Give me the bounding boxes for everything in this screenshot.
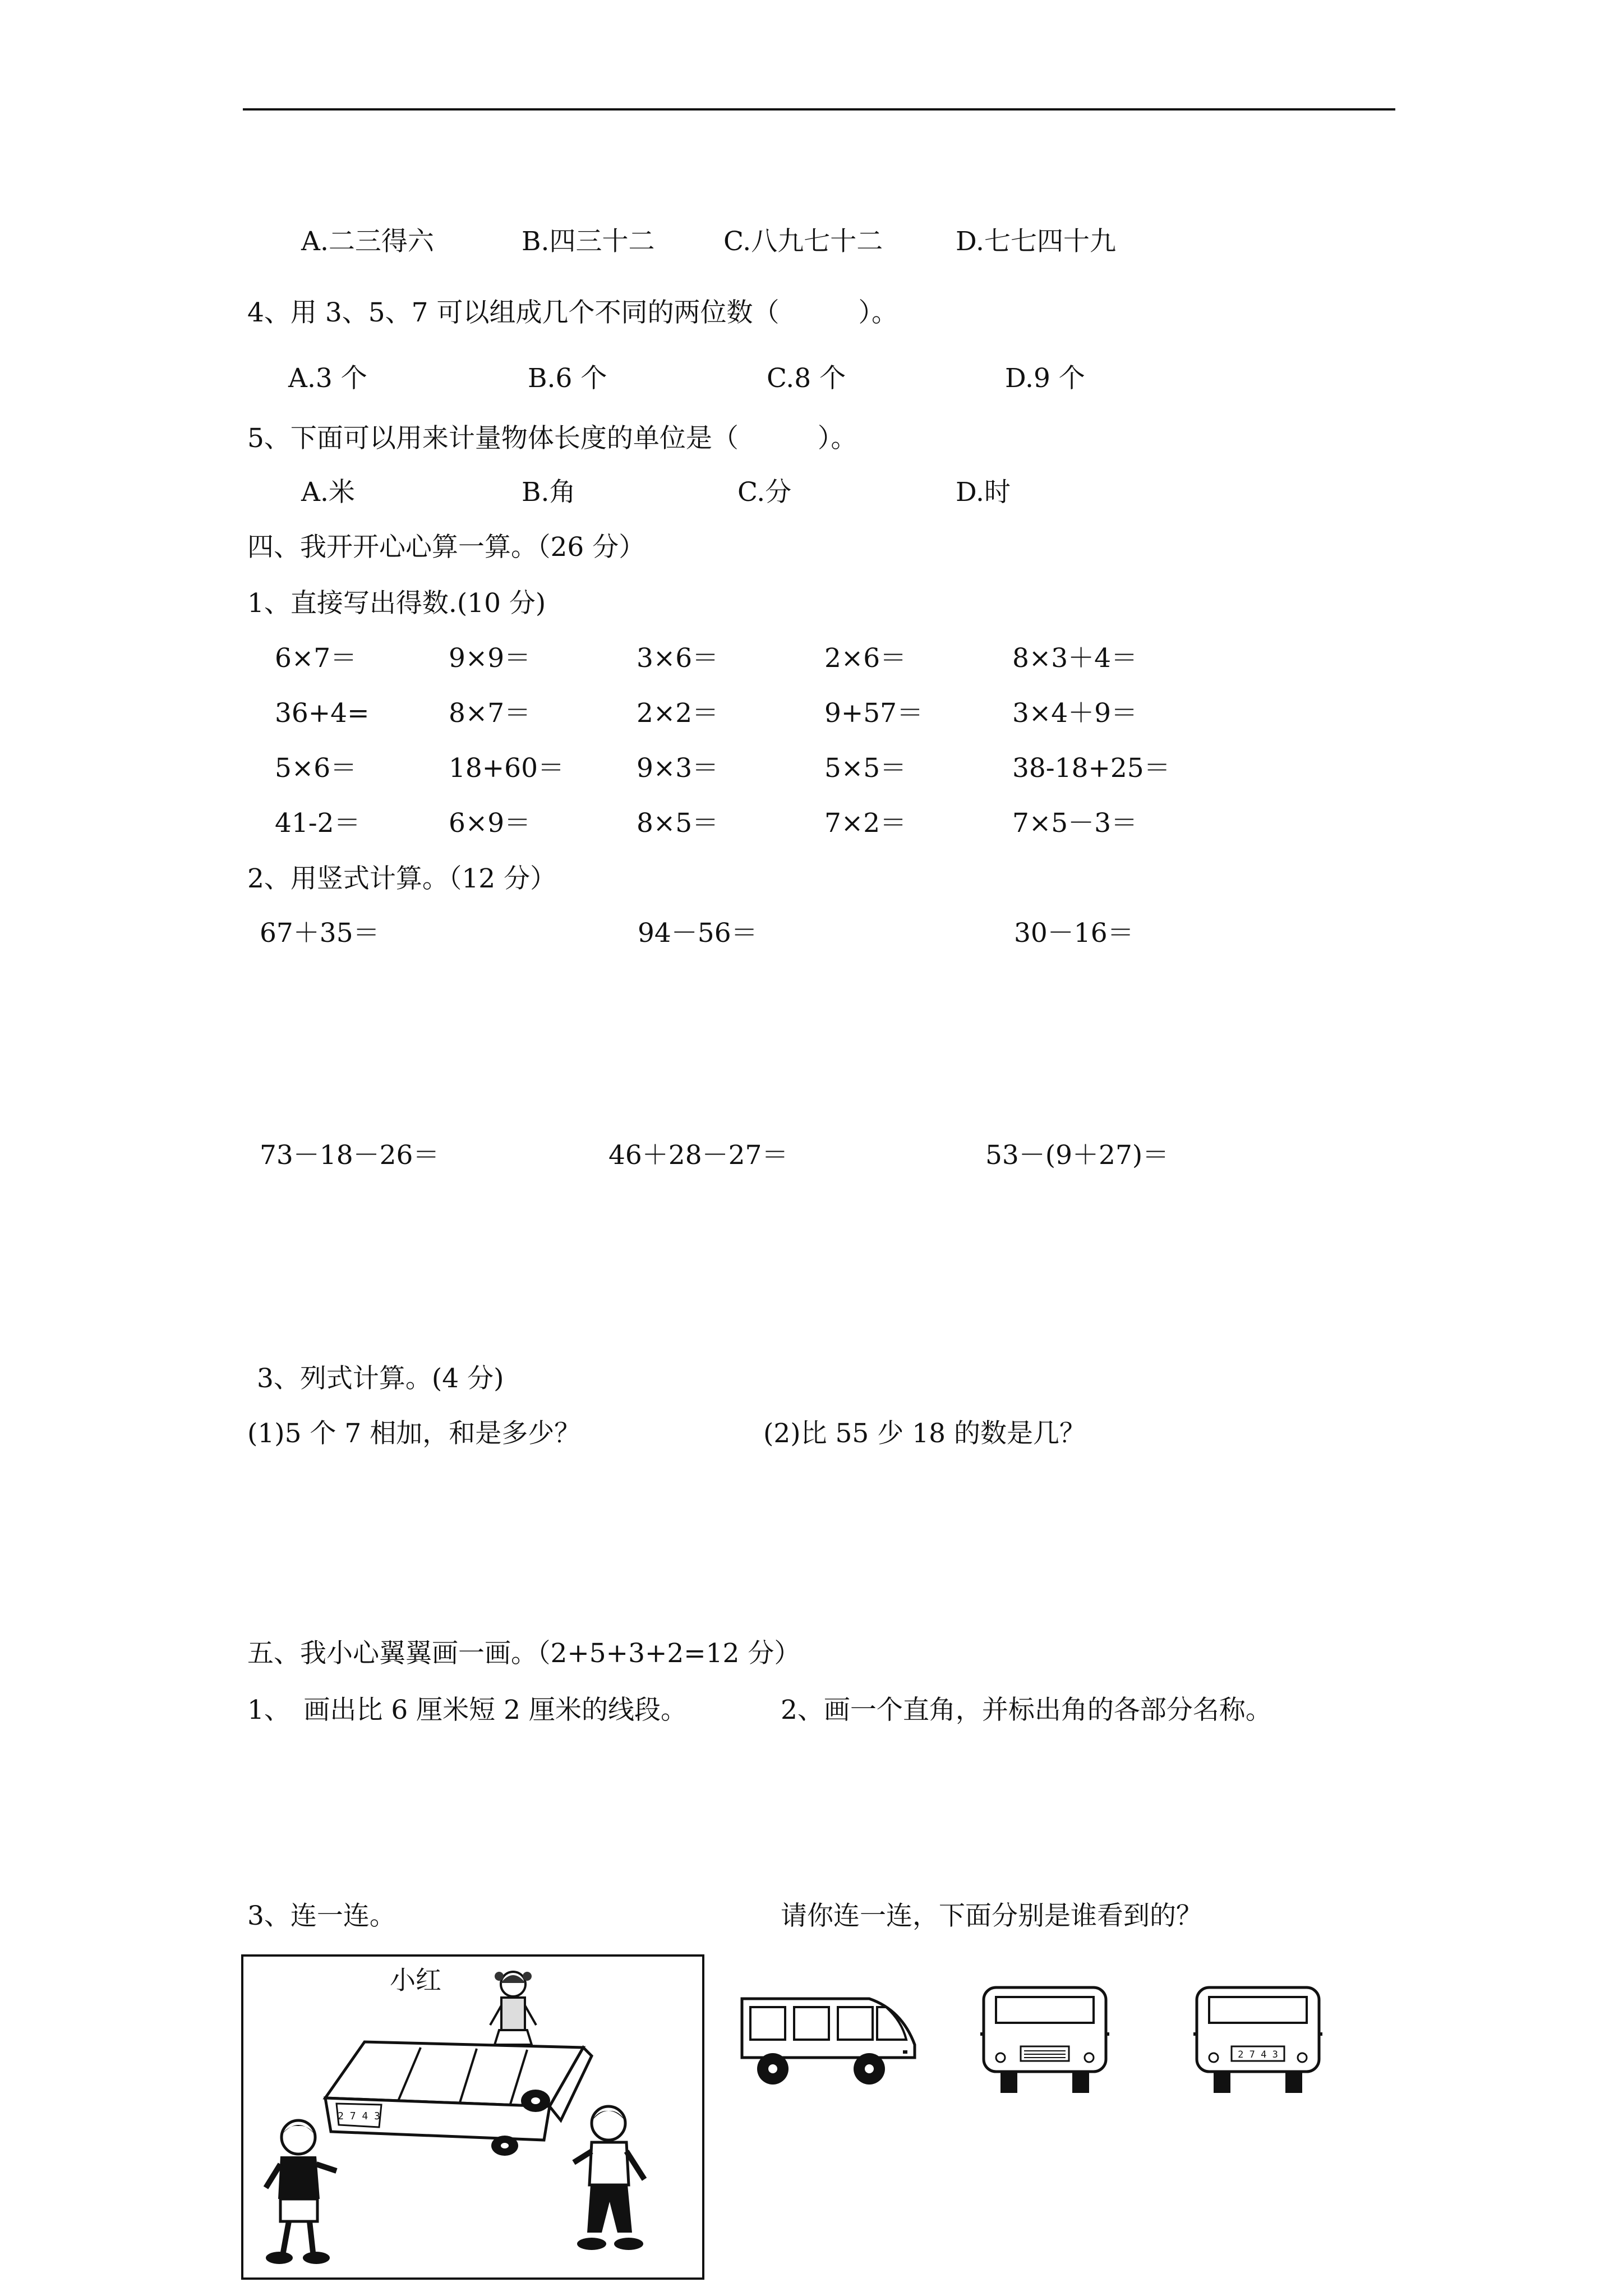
matching-question-title: 3、连一连。 xyxy=(247,1901,396,1931)
loose-wheel xyxy=(519,2087,552,2115)
section-4-part-1-title: 1、直接写出得数.(10 分) xyxy=(247,588,546,619)
calc-r2-c1: 36+4= xyxy=(275,698,370,729)
calc-r1-c5: 8×3＋4＝ xyxy=(1012,643,1138,674)
word-problem-2: (2)比 55 少 18 的数是几？ xyxy=(763,1418,1086,1449)
vertical-calc-1: 67＋35＝ xyxy=(260,918,380,949)
bus-front-view xyxy=(980,1985,1109,2097)
bus-side-view xyxy=(739,1993,919,2091)
q3-option-a: A.二三得六 xyxy=(301,226,434,257)
vertical-calc-5: 46＋28－27＝ xyxy=(608,1140,789,1171)
vertical-calc-2: 94－56＝ xyxy=(638,918,758,949)
calc-r1-c2: 9×9＝ xyxy=(449,643,531,674)
section-4-title: 四、我开开心心算一算。（26 分） xyxy=(247,532,645,563)
calc-r2-c2: 8×7＝ xyxy=(449,698,531,729)
q5-option-a: A.米 xyxy=(301,477,355,508)
vertical-calc-4: 73－18－26＝ xyxy=(260,1140,440,1171)
calc-r1-c1: 6×7＝ xyxy=(275,643,357,674)
xiaohong-label: 小红 xyxy=(390,1965,441,1995)
calc-r1-c3: 3×6＝ xyxy=(637,643,719,674)
q5-option-b: B.角 xyxy=(522,477,576,508)
calc-r2-c4: 9+57＝ xyxy=(824,698,924,729)
q4-option-d: D.9 个 xyxy=(1005,363,1085,394)
drawing-question-1: 1、 画出比 6 厘米短 2 厘米的线段。 xyxy=(247,1695,687,1726)
q5-option-d: D.时 xyxy=(956,477,1011,508)
calc-r3-c2: 18+60＝ xyxy=(449,753,564,784)
vertical-calc-3: 30－16＝ xyxy=(1014,918,1134,949)
vertical-calc-6: 53－(9＋27)＝ xyxy=(985,1140,1169,1171)
word-problem-1: (1)5 个 7 相加，和是多少？ xyxy=(247,1418,581,1449)
drawing-question-2: 2、画一个直角，并标出角的各部分名称。 xyxy=(781,1695,1272,1726)
calc-r4-c1: 41-2＝ xyxy=(275,808,361,839)
q5-option-c: C.分 xyxy=(737,477,792,508)
calc-r4-c2: 6×9＝ xyxy=(449,808,531,839)
rear-plate-text: 2 7 4 3 xyxy=(1238,2049,1278,2060)
bus-illustration xyxy=(320,2031,611,2160)
q4-option-b: B.6 个 xyxy=(528,363,607,394)
bus-plate-text: 2 7 4 3 xyxy=(338,2110,380,2122)
section-4-part-2-title: 2、用竖式计算。（12 分） xyxy=(247,863,557,894)
q3-option-c: C.八九七十二 xyxy=(723,226,883,257)
calc-r3-c1: 5×6＝ xyxy=(275,753,357,784)
question-4: 4、用 3、5、7 可以组成几个不同的两位数（ ）。 xyxy=(247,297,898,328)
q3-option-d: D.七七四十九 xyxy=(956,226,1116,257)
boy-right-figure xyxy=(569,2101,653,2263)
calc-r1-c4: 2×6＝ xyxy=(824,643,907,674)
section-5-title: 五、我小心翼翼画一画。（2+5+3+2=12 分） xyxy=(247,1638,801,1669)
calc-r4-c4: 7×2＝ xyxy=(824,808,907,839)
calc-r3-c4: 5×5＝ xyxy=(824,753,907,784)
calc-r4-c5: 7×5－3＝ xyxy=(1012,808,1138,839)
q3-option-b: B.四三十二 xyxy=(522,226,655,257)
q4-option-c: C.8 个 xyxy=(767,363,846,394)
boy-left-figure xyxy=(258,2115,342,2272)
question-5: 5、下面可以用来计量物体长度的单位是（ ）。 xyxy=(247,423,857,454)
calc-r3-c5: 38-18+25＝ xyxy=(1012,753,1170,784)
matching-question-prompt: 请你连一连，下面分别是谁看到的？ xyxy=(781,1901,1202,1931)
calc-r3-c3: 9×3＝ xyxy=(637,753,719,784)
header-rule xyxy=(243,108,1395,111)
calc-r2-c3: 2×2＝ xyxy=(637,698,719,729)
bus-rear-view xyxy=(1193,1985,1322,2097)
calc-r2-c5: 3×4＋9＝ xyxy=(1012,698,1138,729)
q4-option-a: A.3 个 xyxy=(288,363,367,394)
section-4-part-3-title: 3、列式计算。(4 分) xyxy=(257,1363,504,1394)
calc-r4-c3: 8×5＝ xyxy=(637,808,719,839)
